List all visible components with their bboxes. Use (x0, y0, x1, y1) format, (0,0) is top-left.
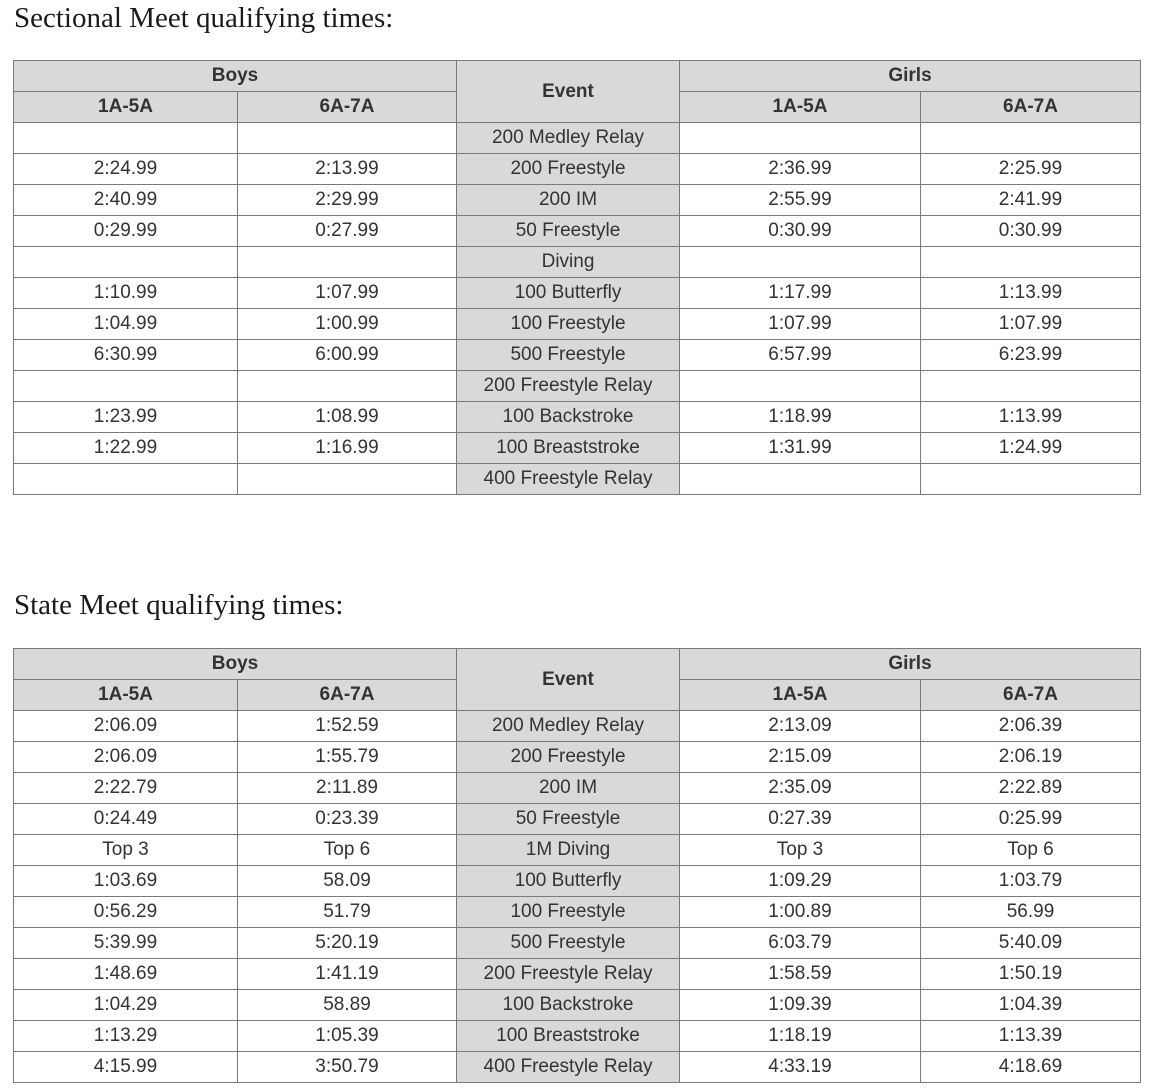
boys-6a-7a-cell (238, 123, 457, 154)
table-row (14, 928, 1141, 959)
boys-1a-5a-cell: 1:04.29 (14, 990, 238, 1021)
table-row (14, 464, 1141, 495)
girls-1a-5a-header: 1A-5A (680, 680, 921, 711)
table-row (14, 433, 1141, 464)
girls-1a-5a-cell: 1:09.29 (680, 866, 921, 897)
boys-6a-7a-cell (238, 371, 457, 402)
event-cell: 100 Breaststroke (457, 433, 680, 464)
girls-1a-5a-cell: 1:31.99 (680, 433, 921, 464)
event-cell: 200 Freestyle Relay (457, 959, 680, 990)
girls-header: Girls (680, 649, 1141, 680)
boys-1a-5a-cell (14, 464, 238, 495)
girls-1a-5a-cell: Top 3 (680, 835, 921, 866)
girls-1a-5a-cell (680, 123, 921, 154)
boys-6a-7a-cell: 0:23.39 (238, 804, 457, 835)
girls-1a-5a-cell: 6:57.99 (680, 340, 921, 371)
boys-1a-5a-cell: 2:06.09 (14, 742, 238, 773)
girls-1a-5a-cell (680, 247, 921, 278)
girls-6a-7a-cell: 2:41.99 (921, 185, 1141, 216)
girls-1a-5a-header: 1A-5A (680, 92, 921, 123)
girls-6a-7a-cell: 2:25.99 (921, 154, 1141, 185)
boys-6a-7a-cell: 1:08.99 (238, 402, 457, 433)
girls-6a-7a-cell: 56.99 (921, 897, 1141, 928)
girls-header: Girls (680, 61, 1141, 92)
girls-6a-7a-cell: 1:13.99 (921, 402, 1141, 433)
event-cell: 500 Freestyle (457, 928, 680, 959)
boys-1a-5a-cell: 0:56.29 (14, 897, 238, 928)
girls-6a-7a-cell: 1:13.99 (921, 278, 1141, 309)
girls-6a-7a-cell: 2:22.89 (921, 773, 1141, 804)
boys-6a-7a-cell: 1:07.99 (238, 278, 457, 309)
girls-6a-7a-cell: 1:24.99 (921, 433, 1141, 464)
event-cell: 500 Freestyle (457, 340, 680, 371)
boys-1a-5a-cell: 6:30.99 (14, 340, 238, 371)
table-row (14, 216, 1141, 247)
girls-6a-7a-header: 6A-7A (921, 680, 1141, 711)
event-cell: 50 Freestyle (457, 216, 680, 247)
event-cell: 100 Butterfly (457, 866, 680, 897)
event-cell: Diving (457, 247, 680, 278)
girls-1a-5a-cell: 2:15.09 (680, 742, 921, 773)
boys-1a-5a-header: 1A-5A (14, 680, 238, 711)
boys-6a-7a-cell: 58.09 (238, 866, 457, 897)
boys-6a-7a-cell: 6:00.99 (238, 340, 457, 371)
girls-6a-7a-cell: 0:30.99 (921, 216, 1141, 247)
boys-6a-7a-cell: 51.79 (238, 897, 457, 928)
boys-1a-5a-cell: 1:22.99 (14, 433, 238, 464)
boys-1a-5a-cell: 2:06.09 (14, 711, 238, 742)
table-row (14, 990, 1141, 1021)
event-cell: 100 Breaststroke (457, 1021, 680, 1052)
girls-1a-5a-cell: 1:00.89 (680, 897, 921, 928)
boys-6a-7a-cell (238, 464, 457, 495)
girls-1a-5a-cell (680, 371, 921, 402)
table-row (14, 402, 1141, 433)
boys-6a-7a-cell: 1:16.99 (238, 433, 457, 464)
boys-header: Boys (14, 649, 457, 680)
boys-6a-7a-cell (238, 247, 457, 278)
table-row (14, 309, 1141, 340)
event-cell: 100 Backstroke (457, 990, 680, 1021)
girls-6a-7a-cell: 1:07.99 (921, 309, 1141, 340)
girls-6a-7a-cell (921, 123, 1141, 154)
girls-6a-7a-cell: Top 6 (921, 835, 1141, 866)
girls-1a-5a-cell: 2:36.99 (680, 154, 921, 185)
event-header: Event (457, 61, 680, 123)
table-row (14, 1021, 1141, 1052)
girls-6a-7a-header: 6A-7A (921, 92, 1141, 123)
boys-1a-5a-cell: 1:13.29 (14, 1021, 238, 1052)
girls-6a-7a-cell: 2:06.39 (921, 711, 1141, 742)
event-cell: 400 Freestyle Relay (457, 464, 680, 495)
event-cell: 50 Freestyle (457, 804, 680, 835)
boys-6a-7a-cell: 5:20.19 (238, 928, 457, 959)
girls-6a-7a-cell: 0:25.99 (921, 804, 1141, 835)
event-cell: 200 Freestyle (457, 154, 680, 185)
boys-1a-5a-cell: 1:10.99 (14, 278, 238, 309)
boys-6a-7a-cell: 0:27.99 (238, 216, 457, 247)
girls-6a-7a-cell: 1:13.39 (921, 1021, 1141, 1052)
table-row (14, 804, 1141, 835)
girls-6a-7a-cell: 5:40.09 (921, 928, 1141, 959)
boys-6a-7a-cell: 58.89 (238, 990, 457, 1021)
event-cell: 100 Butterfly (457, 278, 680, 309)
girls-1a-5a-cell: 1:18.19 (680, 1021, 921, 1052)
table-row (14, 154, 1141, 185)
event-cell: 200 IM (457, 185, 680, 216)
girls-1a-5a-cell: 6:03.79 (680, 928, 921, 959)
state-heading: State Meet qualifying times: (14, 589, 344, 621)
event-cell: 1M Diving (457, 835, 680, 866)
boys-6a-7a-cell: 2:11.89 (238, 773, 457, 804)
table-row (14, 866, 1141, 897)
boys-1a-5a-cell: 2:22.79 (14, 773, 238, 804)
boys-6a-7a-cell: 1:41.19 (238, 959, 457, 990)
girls-1a-5a-cell: 2:35.09 (680, 773, 921, 804)
boys-1a-5a-cell: 0:29.99 (14, 216, 238, 247)
boys-6a-7a-header: 6A-7A (238, 680, 457, 711)
boys-1a-5a-cell: 5:39.99 (14, 928, 238, 959)
boys-6a-7a-header: 6A-7A (238, 92, 457, 123)
boys-1a-5a-cell (14, 371, 238, 402)
boys-6a-7a-cell: 2:13.99 (238, 154, 457, 185)
state-table-body (14, 711, 1141, 1083)
event-cell: 200 Medley Relay (457, 123, 680, 154)
girls-6a-7a-cell: 4:18.69 (921, 1052, 1141, 1083)
girls-1a-5a-cell: 0:27.39 (680, 804, 921, 835)
girls-1a-5a-cell: 0:30.99 (680, 216, 921, 247)
girls-6a-7a-cell (921, 371, 1141, 402)
boys-1a-5a-cell (14, 247, 238, 278)
girls-1a-5a-cell: 1:07.99 (680, 309, 921, 340)
girls-1a-5a-cell: 1:58.59 (680, 959, 921, 990)
boys-1a-5a-cell: 1:23.99 (14, 402, 238, 433)
boys-6a-7a-cell: 1:00.99 (238, 309, 457, 340)
girls-1a-5a-cell (680, 464, 921, 495)
table-row (14, 959, 1141, 990)
girls-6a-7a-cell: 2:06.19 (921, 742, 1141, 773)
event-cell: 100 Freestyle (457, 309, 680, 340)
boys-6a-7a-cell: 1:05.39 (238, 1021, 457, 1052)
table-row (14, 185, 1141, 216)
table-row (14, 371, 1141, 402)
boys-1a-5a-cell (14, 123, 238, 154)
table-row (14, 340, 1141, 371)
table-row (14, 897, 1141, 928)
table-row (14, 773, 1141, 804)
girls-6a-7a-cell: 1:04.39 (921, 990, 1141, 1021)
boys-1a-5a-cell: 1:48.69 (14, 959, 238, 990)
event-cell: 200 Medley Relay (457, 711, 680, 742)
girls-1a-5a-cell: 2:55.99 (680, 185, 921, 216)
event-cell: 200 Freestyle Relay (457, 371, 680, 402)
event-cell: 200 IM (457, 773, 680, 804)
table-row (14, 123, 1141, 154)
girls-1a-5a-cell: 1:18.99 (680, 402, 921, 433)
girls-1a-5a-cell: 4:33.19 (680, 1052, 921, 1083)
table-row (14, 278, 1141, 309)
boys-6a-7a-cell: 2:29.99 (238, 185, 457, 216)
table-row (14, 711, 1141, 742)
girls-6a-7a-cell (921, 247, 1141, 278)
boys-1a-5a-cell: 2:40.99 (14, 185, 238, 216)
boys-header: Boys (14, 61, 457, 92)
boys-1a-5a-cell: 1:03.69 (14, 866, 238, 897)
girls-6a-7a-cell: 1:03.79 (921, 866, 1141, 897)
sectional-heading: Sectional Meet qualifying times: (14, 2, 394, 34)
girls-1a-5a-cell: 1:09.39 (680, 990, 921, 1021)
boys-1a-5a-cell: 2:24.99 (14, 154, 238, 185)
boys-1a-5a-cell: 0:24.49 (14, 804, 238, 835)
girls-6a-7a-cell: 6:23.99 (921, 340, 1141, 371)
boys-1a-5a-header: 1A-5A (14, 92, 238, 123)
state-table (13, 648, 1141, 1083)
boys-1a-5a-cell: 4:15.99 (14, 1052, 238, 1083)
event-cell: 200 Freestyle (457, 742, 680, 773)
event-cell: 100 Backstroke (457, 402, 680, 433)
event-cell: 100 Freestyle (457, 897, 680, 928)
sectional-table (13, 60, 1141, 495)
table-row (14, 247, 1141, 278)
event-cell: 400 Freestyle Relay (457, 1052, 680, 1083)
boys-6a-7a-cell: 3:50.79 (238, 1052, 457, 1083)
boys-6a-7a-cell: 1:52.59 (238, 711, 457, 742)
sectional-table-body (14, 123, 1141, 495)
boys-6a-7a-cell: Top 6 (238, 835, 457, 866)
table-row (14, 1052, 1141, 1083)
table-row (14, 742, 1141, 773)
boys-1a-5a-cell: Top 3 (14, 835, 238, 866)
girls-6a-7a-cell: 1:50.19 (921, 959, 1141, 990)
table-row (14, 835, 1141, 866)
boys-6a-7a-cell: 1:55.79 (238, 742, 457, 773)
girls-1a-5a-cell: 2:13.09 (680, 711, 921, 742)
event-header: Event (457, 649, 680, 711)
girls-6a-7a-cell (921, 464, 1141, 495)
boys-1a-5a-cell: 1:04.99 (14, 309, 238, 340)
girls-1a-5a-cell: 1:17.99 (680, 278, 921, 309)
